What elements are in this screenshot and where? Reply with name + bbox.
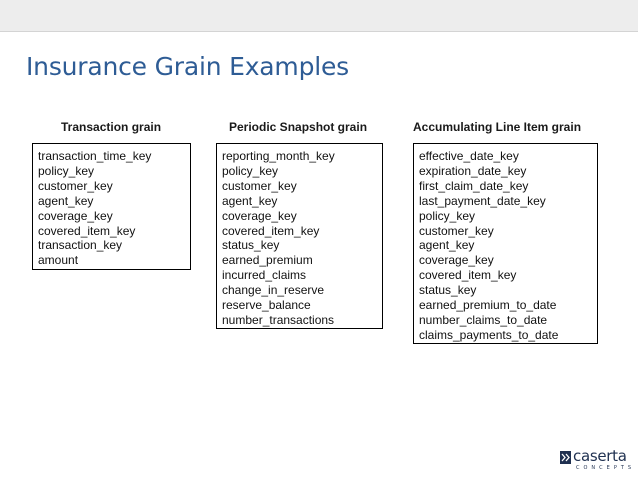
- field-item: covered_item_key: [419, 268, 517, 283]
- field-item: transaction_time_key: [38, 149, 152, 163]
- field-item: first_claim_date_key: [419, 178, 529, 193]
- field-item: customer_key: [222, 178, 297, 193]
- top-bar: [0, 0, 638, 32]
- field-item: policy_key: [419, 208, 476, 223]
- column-heading-transaction: Transaction grain: [61, 120, 162, 134]
- field-item: effective_date_key: [419, 149, 519, 163]
- field-item: agent_key: [419, 238, 475, 253]
- field-item: status_key: [419, 283, 477, 298]
- field-item: change_in_reserve: [222, 283, 325, 298]
- field-item: incurred_claims: [222, 268, 307, 283]
- field-item: policy_key: [222, 163, 279, 178]
- caserta-logo: [560, 447, 636, 472]
- field-item: covered_item_key: [38, 223, 136, 238]
- field-item: covered_item_key: [222, 223, 320, 238]
- field-item: status_key: [222, 238, 280, 253]
- column-heading-accumulating-line-item: Accumulating Line Item grain: [413, 120, 582, 134]
- field-item: amount: [38, 253, 79, 268]
- field-item: reserve_balance: [222, 298, 311, 313]
- field-item: earned_premium: [222, 253, 313, 268]
- field-item: claims_payments_to_date: [419, 327, 559, 342]
- field-item: coverage_key: [419, 253, 494, 268]
- field-item: expiration_date_key: [419, 163, 527, 178]
- logo-tagline: CONCEPTS: [576, 465, 636, 471]
- field-item: agent_key: [38, 193, 94, 208]
- field-list-periodic-snapshot: [216, 143, 383, 329]
- field-item: coverage_key: [222, 208, 297, 223]
- field-item: transaction_key: [38, 238, 123, 253]
- field-item: customer_key: [38, 178, 113, 193]
- field-item: number_transactions: [222, 312, 335, 327]
- field-item: customer_key: [419, 223, 494, 238]
- field-item: last_payment_date_key: [419, 193, 546, 208]
- column-heading-periodic-snapshot: Periodic Snapshot grain: [229, 120, 368, 134]
- field-item: number_claims_to_date: [419, 312, 548, 327]
- field-item: reporting_month_key: [222, 149, 335, 163]
- field-item: policy_key: [38, 163, 95, 178]
- field-item: earned_premium_to_date: [419, 298, 557, 313]
- slide-title: Insurance Grain Examples: [26, 52, 349, 81]
- caserta-logo-icon: [560, 451, 571, 464]
- field-list-accumulating-line-item: [413, 143, 598, 344]
- field-item: agent_key: [222, 193, 278, 208]
- logo-wordmark: caserta: [573, 447, 627, 465]
- field-list-transaction: [32, 143, 191, 270]
- field-item: coverage_key: [38, 208, 113, 223]
